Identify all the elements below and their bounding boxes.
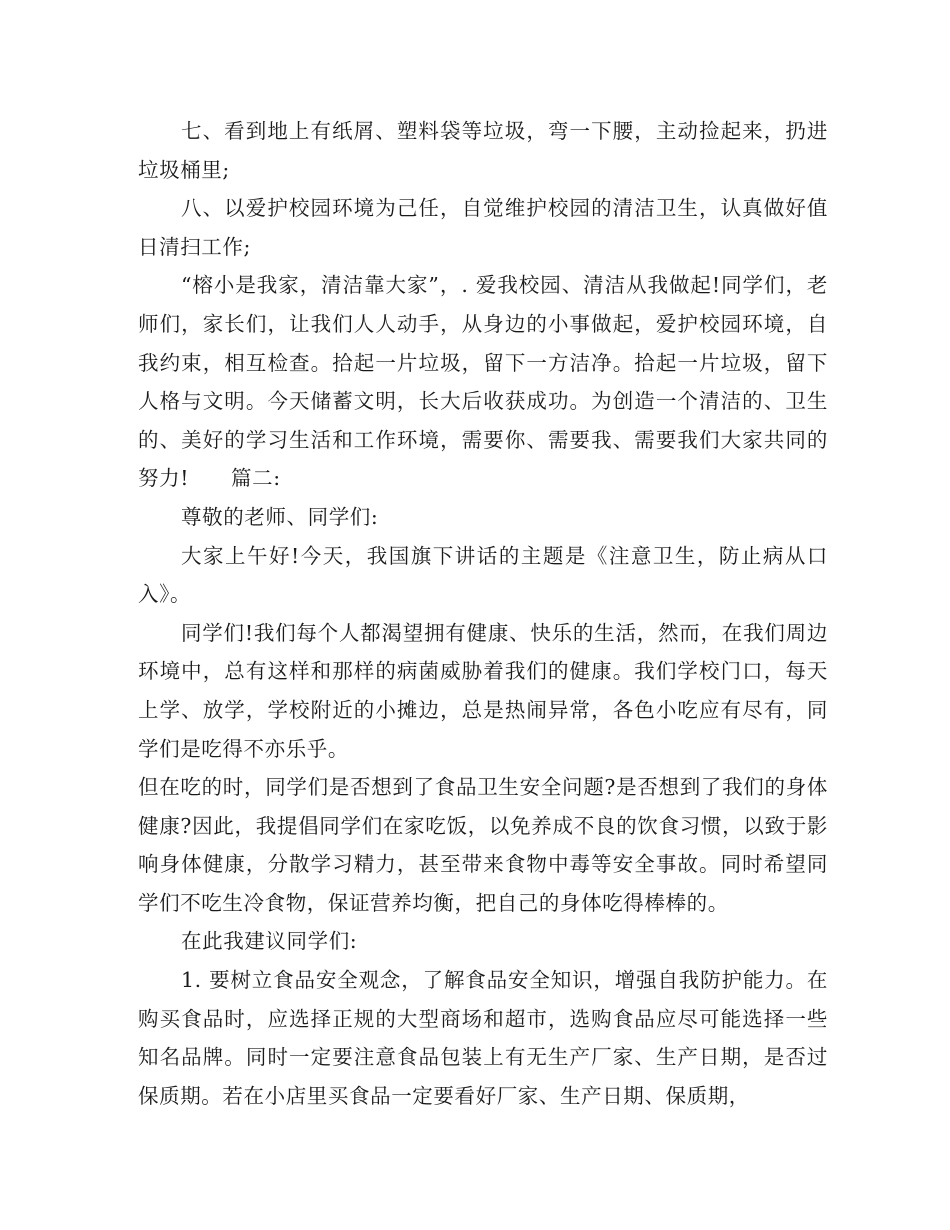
paragraph-salutation: 尊敬的老师、同学们:	[181, 504, 379, 529]
paragraph-environment: 同学们!我们每个人都渴望拥有健康、快乐的生活，然而，在我们周边环境中，总有这样和那样的病菌威胁着我们的健康。我们学校门口，每天上学、放学，学校附近的小摊边，总是热闹异常，各色小吃应有尽有，同学们是吃得不亦乐乎。	[138, 620, 828, 761]
paragraph-item-seven: 七、看到地上有纸屑、塑料袋等垃圾，弯一下腰，主动捡起来，扔进垃圾桶里;	[138, 119, 828, 182]
paragraph-item-eight: 八、以爱护校园环境为己任，自觉维护校园的清洁卫生，认真做好值日清扫工作;	[138, 196, 828, 259]
paragraph-greeting: 大家上午好!今天，我国旗下讲话的主题是《注意卫生，防止病从口入》。	[138, 543, 828, 607]
slogan-text: “榕小是我家，清洁靠大家”，. 爱我校园、清洁从我做起!同学们，老师们，家长们，让我们人人动手，从身边的小事做起，爱护校园环境，自我约束，相互检查。拾起一片垃圾，留下一方洁净。拾起一片垃圾，留下人格与文明。今天储蓄文明，长大后收获成功。为创造一个清洁的、卫生的、美好的学习生活和工作环境，需要你、需要我、需要我们大家共同的努力!	[138, 273, 828, 491]
section-heading-part-two: 篇二:	[231, 466, 281, 491]
document-body	[138, 112, 828, 1115]
paragraph-suggestion-one: 1. 要树立食品安全观念，了解食品安全知识，增强自我防护能力。在购买食品时，应选择正规的大型商场和超市，选购食品应尽可能选择一些知名品牌。同时一定要注意食品包装上有无生产厂家、生产日期，是否过保质期。若在小店里买食品一定要看好厂家、生产日期、保质期，	[138, 968, 828, 1108]
paragraph-slogan	[138, 266, 828, 498]
paragraph-suggestion-intro: 在此我建议同学们:	[181, 929, 358, 954]
paragraph-eating-habits: 但在吃的时，同学们是否想到了食品卫生安全问题?是否想到了我们的身体健康?因此，我提倡同学们在家吃饭，以免养成不良的饮食习惯，以致于影响身体健康，分散学习精力，甚至带来食物中毒等安全事故。同时希望同学们不吃生冷食物，保证营养均衡，把自己的身体吃得棒棒的。	[138, 775, 828, 915]
